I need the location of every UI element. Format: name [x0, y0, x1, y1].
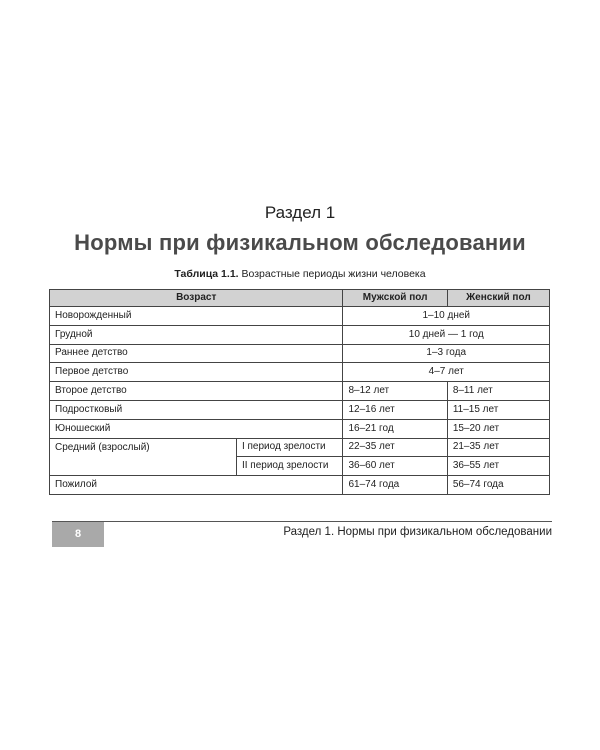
cell-both: 1–3 года	[343, 344, 550, 363]
cell-female: 15–20 лет	[447, 419, 549, 438]
table-row	[50, 363, 550, 382]
table-row	[50, 400, 550, 419]
table-row	[50, 344, 550, 363]
table-row	[50, 325, 550, 344]
table-row	[50, 438, 550, 457]
cell-both: 10 дней — 1 год	[343, 325, 550, 344]
header-age: Возраст	[50, 290, 343, 307]
header-female: Женский пол	[447, 290, 549, 307]
cell-male: 36–60 лет	[343, 457, 447, 476]
cell-age: Второе детство	[50, 382, 343, 401]
cell-male: 12–16 лет	[343, 400, 447, 419]
cell-male: 16–21 год	[343, 419, 447, 438]
cell-age: Юношеский	[50, 419, 343, 438]
table-caption-text: Возрастные периоды жизни человека	[238, 268, 426, 280]
age-periods-table	[49, 289, 550, 495]
cell-both: 4–7 лет	[343, 363, 550, 382]
cell-male: 8–12 лет	[343, 382, 447, 401]
header-male: Мужской пол	[343, 290, 447, 307]
cell-age: Новорожденный	[50, 307, 343, 326]
cell-subperiod: II период зрелости	[236, 457, 343, 476]
footer-divider	[52, 521, 552, 522]
cell-subperiod: I период зрелости	[236, 438, 343, 457]
table-header-row	[50, 290, 550, 307]
section-title: Нормы при физикальном обследовании	[74, 230, 526, 255]
table-caption	[0, 268, 600, 280]
cell-female: 8–11 лет	[447, 382, 549, 401]
cell-female: 36–55 лет	[447, 457, 549, 476]
cell-both: 1–10 дней	[343, 307, 550, 326]
table-row	[50, 382, 550, 401]
table-row	[50, 307, 550, 326]
cell-age: Грудной	[50, 325, 343, 344]
cell-age: Пожилой	[50, 476, 343, 495]
cell-age: Раннее детство	[50, 344, 343, 363]
cell-female: 11–15 лет	[447, 400, 549, 419]
cell-age: Первое детство	[50, 363, 343, 382]
table-row	[50, 419, 550, 438]
cell-male: 22–35 лет	[343, 438, 447, 457]
table-row	[50, 476, 550, 495]
section-label: Раздел 1	[264, 203, 336, 222]
running-head: Раздел 1. Нормы при физикальном обследовании	[283, 526, 552, 538]
table-caption-number: Таблица 1.1.	[174, 268, 239, 280]
page-number: 8	[52, 522, 104, 547]
cell-female: 56–74 года	[447, 476, 549, 495]
cell-age: Средний (взрослый)	[50, 438, 237, 476]
cell-male: 61–74 года	[343, 476, 447, 495]
cell-age: Подростковый	[50, 400, 343, 419]
cell-female: 21–35 лет	[447, 438, 549, 457]
